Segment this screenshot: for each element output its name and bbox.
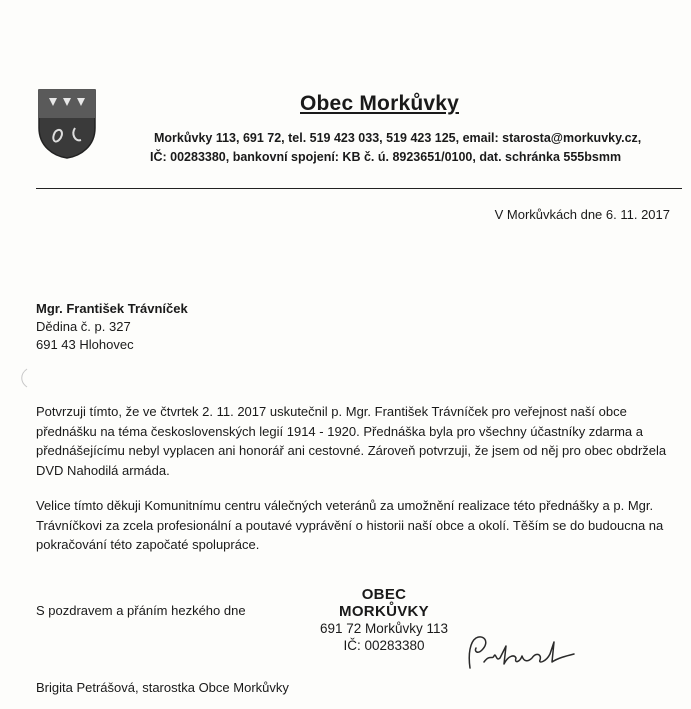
official-stamp — [318, 586, 450, 654]
letterhead-divider — [36, 188, 682, 189]
stamp-ic: IČ: 00283380 — [343, 638, 425, 653]
letterhead-contact-line: Morkůvky 113, 691 72, tel. 519 423 033, 519 423 125, email: starosta@morkuvky.cz, — [154, 131, 642, 145]
recipient-street: Dědina č. p. 327 — [36, 319, 131, 334]
recipient-city: 691 43 Hlohovec — [36, 337, 134, 352]
signature-icon — [462, 632, 582, 680]
body-paragraph: Velice tímto děkuji Komunitnímu centru válečných veteránů za umožnění realizace této přednášky a p. Mgr. Trávníčkovi za zcela profesionální a poutavé vyprávění o historii naší obce a okolí. Těším se do budoucna na pokračování této započaté spolupráce. — [36, 498, 664, 552]
scan-artifact-icon — [18, 368, 28, 388]
coat-of-arms-icon — [37, 88, 97, 160]
signatory-line: Brigita Petrášová, starostka Obce Morkůvky — [36, 680, 289, 695]
stamp-name: OBEC MORKŮVKY — [339, 586, 429, 620]
letterhead-registration-line: IČ: 00283380, bankovní spojení: KB č. ú. 8923651/0100, dat. schránka 555bsmm — [150, 150, 622, 164]
body-paragraph: Potvrzuji tímto, že ve čtvrtek 2. 11. 2017 uskutečnil p. Mgr. František Trávníček pro veřejnost naší obce přednášku na téma československých legií 1914 - 1920. Přednáška byla pro všechny účastníky zdarma a přednášejícímu nebyl vyplacen ani honorář ani cestovné. Zároveň potvrzuji, že jsem od něj pro obec obdržela DVD Nahodilá armáda. — [36, 404, 667, 478]
date-line: V Morkůvkách dne 6. 11. 2017 — [494, 207, 670, 222]
closing-line: S pozdravem a přáním hezkého dne — [36, 603, 246, 618]
recipient-name: Mgr. František Trávníček — [36, 301, 188, 316]
stamp-address: 691 72 Morkůvky 113 — [319, 621, 449, 636]
letterhead-title: Obec Morkůvky — [300, 92, 459, 115]
